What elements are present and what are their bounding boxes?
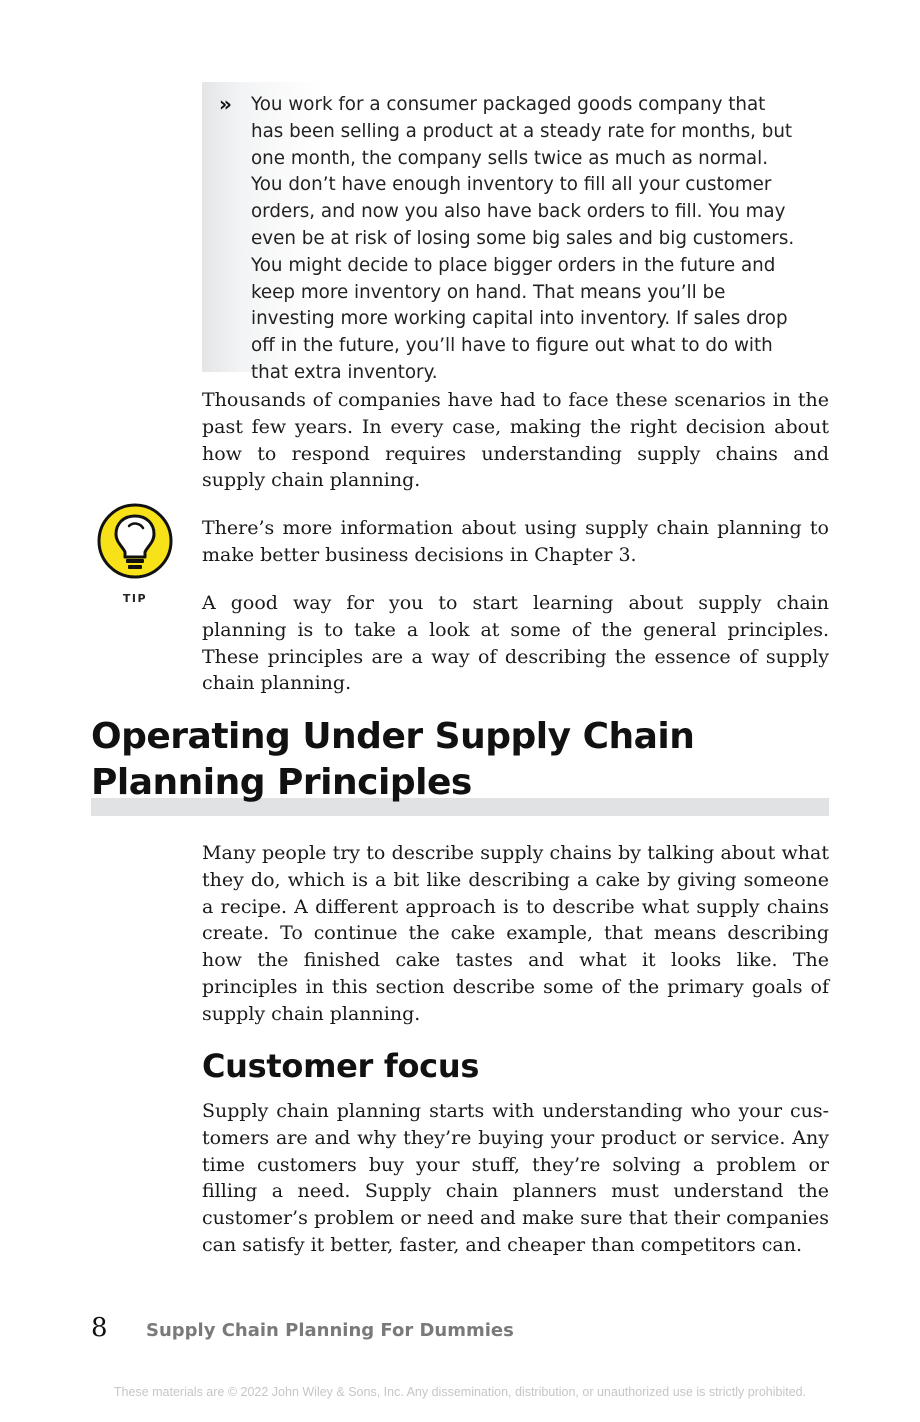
body-paragraph-2: A good way for you to start learning about supply chain planning is to take a look at some of the general principles. These principles are a way of describing the essence of supply chain planning. xyxy=(202,592,829,695)
page-number: 8 xyxy=(91,1313,108,1343)
tip-label: TIP xyxy=(122,592,148,605)
running-footer-title: Supply Chain Planning For Dummies xyxy=(146,1320,514,1341)
section-heading: Operating Under Supply Chain Planning Principles xyxy=(91,716,695,803)
sidebar-bullet-text: You work for a consumer packaged goods company that has been selling a product at a steady rate for months, but one month, the company sells twice as much as normal. You don’t have enough inventory to fill all your customer orders, and now you also have back orders to fill. You may even be at risk of losing some big sales and big customers. You might decide to place bigger orders in the future and keep more inventory on hand. That means you’ll be investing more working capital into inventory. If sales drop off in the future, you’ll have to figure out what to do with that extra inventory. xyxy=(251,94,795,383)
double-chevron-icon: » xyxy=(219,92,227,116)
body-paragraph-1: Thousands of companies have had to face these scenarios in the past few years. In every case, making the right decision about how to respond requires understanding supply chains and supply chain planning. xyxy=(202,389,829,492)
subsection-paragraph: Supply chain planning starts with understanding who your customers are and why they’re buying your product or service. Any time customers buy your stuff, they’re solving a problem or filling a need. Supply chain planners must understand the customer’s problem or need and make sure that their companies can satisfy it better, faster, and cheaper than competitors can. xyxy=(202,1100,829,1256)
lightbulb-icon xyxy=(96,502,174,580)
section-paragraph: Many people try to describe supply chains by talking about what they do, which is a bit like describing a cake by giving someone a recipe. A different approach is to describe what supply chains create. To continue the cake example, that means describing how the finished cake tastes and what it looks like. The principles in this section describe some of the primary goals of supply chain planning. xyxy=(202,842,829,1025)
subsection-heading: Customer focus xyxy=(202,1047,480,1085)
copyright-notice: These materials are © 2022 John Wiley & Sons, Inc. Any dissemination, distribution, or unauthorized use is strictly prohibited. xyxy=(113,1385,807,1399)
tip-paragraph: There’s more information about using supply chain planning to make better business decisions in Chapter 3. xyxy=(202,517,829,566)
